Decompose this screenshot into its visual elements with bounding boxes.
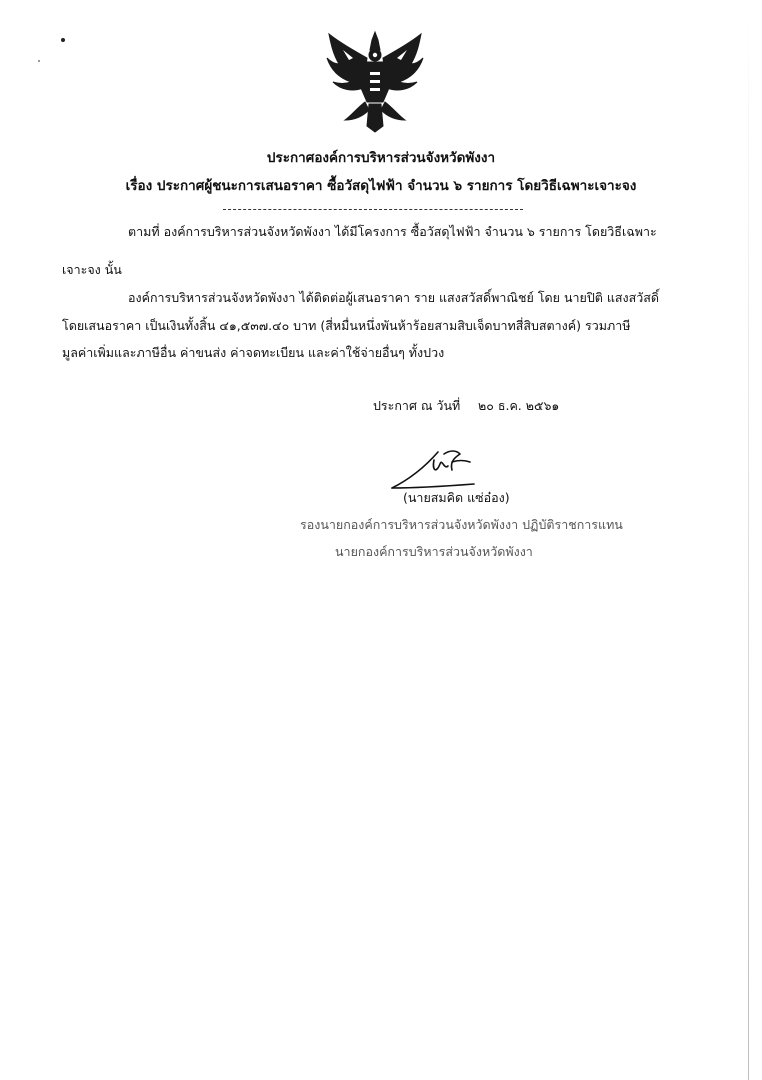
scan-speck bbox=[61, 38, 65, 42]
paragraph-1-line-1: ตามที่ องค์การบริหารส่วนจังหวัดพังงา ได้มีโครงการ ซื้อวัสดุไฟฟ้า จำนวน ๖ รายการ โดยวิธีเฉพาะ bbox=[128, 224, 657, 239]
paragraph-2-line-3: มูลค่าเพิ่มและภาษีอื่น ค่าขนส่ง ค่าจดทะเบียน และค่าใช้จ่ายอื่นๆ ทั้งปวง bbox=[62, 345, 445, 360]
paragraph-2-line-2: โดยเสนอราคา เป็นเงินทั้งสิ้น ๔๑,๕๓๗.๔๐ บาท (สี่หมื่นหนึ่งพันห้าร้อยสามสิบเจ็ดบาทสี่สิบสตางค์) รวมภาษี bbox=[62, 318, 631, 333]
signatory-position-line-2: นายกองค์การบริหารส่วนจังหวัดพังงา bbox=[335, 544, 533, 559]
paragraph-2-line-1: องค์การบริหารส่วนจังหวัดพังงา ได้ติดต่อผู้เสนอราคา ราย แสงสวัสดิ์พาณิชย์ โดย นายปิติ แสงสวัสดิ์ bbox=[128, 290, 660, 305]
announcement-date: ๒๐ ธ.ค. ๒๕๖๑ bbox=[478, 398, 560, 413]
paragraph-1-line-2: เจาะจง นั้น bbox=[62, 262, 122, 277]
scan-speck bbox=[38, 60, 40, 62]
signatory-name: (นายสมคิด แซ่อ๋อง) bbox=[403, 490, 510, 505]
document-subject: เรื่อง ประกาศผู้ชนะการเสนอราคา ซื้อวัสดุไฟฟ้า จำนวน ๖ รายการ โดยวิธีเฉพาะเจาะจง bbox=[125, 178, 637, 194]
garuda-emblem-icon bbox=[323, 28, 427, 134]
announcement-label: ประกาศ ณ วันที่ bbox=[373, 398, 461, 413]
document-title: ประกาศองค์การบริหารส่วนจังหวัดพังงา bbox=[266, 150, 496, 166]
divider bbox=[223, 209, 523, 210]
signatory-position-line-1: รองนายกองค์การบริหารส่วนจังหวัดพังงา ปฏิบัติราชการแทน bbox=[300, 517, 623, 532]
handwritten-signature bbox=[390, 440, 482, 496]
